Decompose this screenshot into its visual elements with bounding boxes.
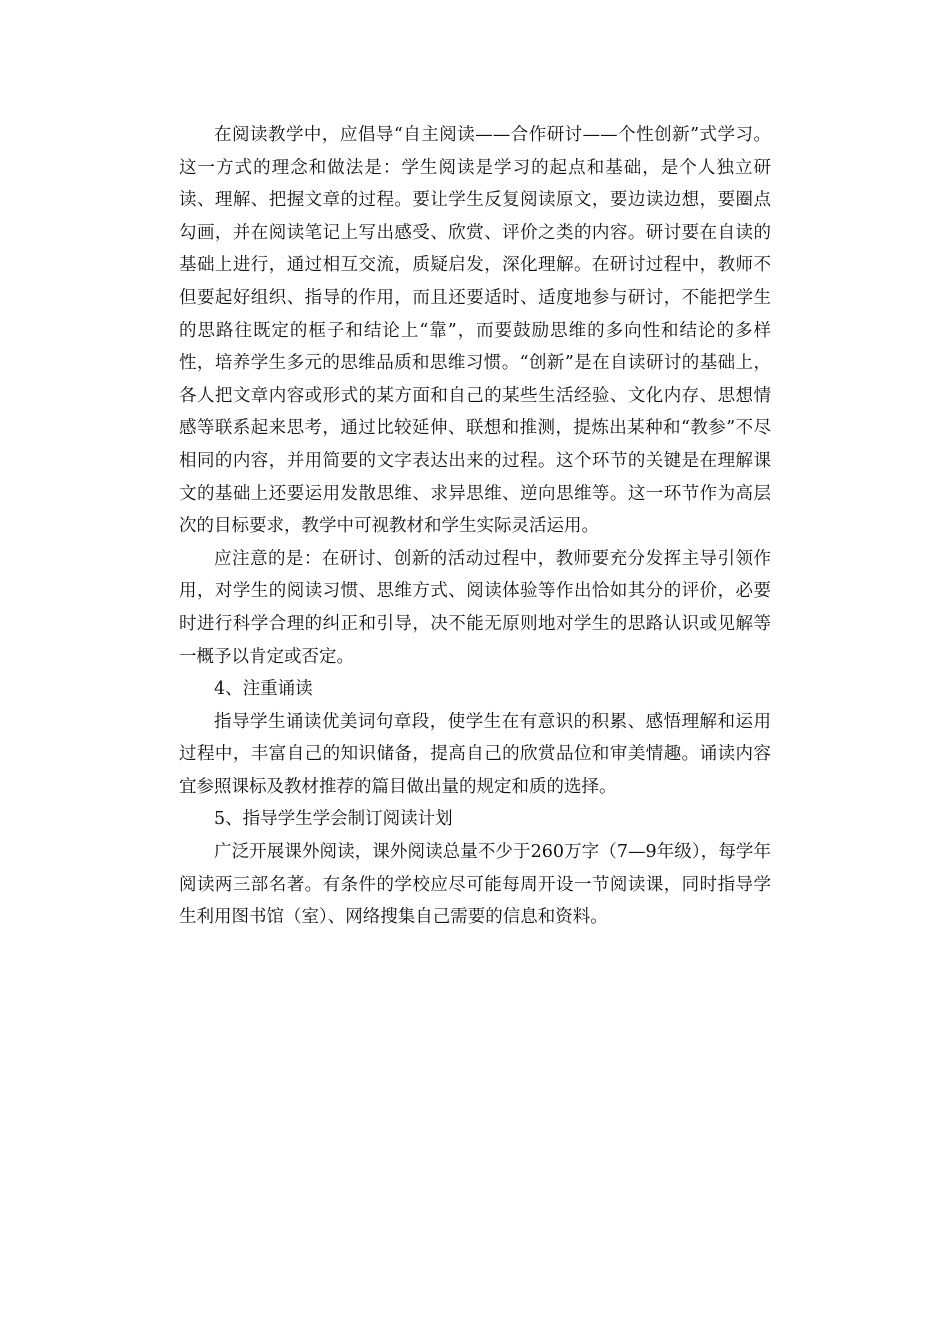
paragraph-reading-teaching: 在阅读教学中，应倡导“自主阅读——合作研讨——个性创新”式学习。这一方式的理念和做法是：学生阅读是学习的起点和基础，是个人独立研读、理解、把握文章的过程。要让学生反复阅读原文，要边读边想，要圈点勾画，并在阅读笔记上写出感受、欣赏、评价之类的内容。研讨要在自读的基础上进行，通过相互交流，质疑启发，深化理解。在研讨过程中，教师不但要起好组织、指导的作用，而且还要适时、适度地参与研讨，不能把学生的思路往既定的框子和结论上“靠”，而要鼓励思维的多向性和结论的多样性，培养学生多元的思维品质和思维习惯。“创新”是在自读研讨的基础上，各人把文章内容或形式的某方面和自己的某些生活经验、文化内存、思想情感等联系起来思考，通过比较延伸、联想和推测，提炼出某种和“教参”不尽相同的内容，并用简要的文字表达出来的过程。这个环节的关键是在理解课文的基础上还要运用发散思维、求异思维、逆向思维等。这一环节作为高层次的目标要求，教学中可视教材和学生实际灵活运用。 — [179, 125, 771, 537]
heading-reading-plan: 5、指导学生学会制订阅读计划 — [214, 809, 453, 830]
paragraph-recitation: 指导学生诵读优美词句章段，使学生在有意识的积累、感悟理解和运用过程中，丰富自己的知识储备，提高自己的欣赏品位和审美情趣。诵读内容宜参照课标及教材推荐的篇目做出量的规定和质的选择。 — [179, 711, 771, 797]
document-body — [179, 119, 771, 934]
heading-recitation: 4、注重诵读 — [214, 679, 313, 700]
paragraph-attention: 应注意的是：在研讨、创新的活动过程中，教师要充分发挥主导引领作用，对学生的阅读习惯、思维方式、阅读体验等作出恰如其分的评价，必要时进行科学合理的纠正和引导，决不能无原则地对学生的思路认识或见解等一概予以肯定或否定。 — [179, 548, 771, 667]
paragraph-reading-plan: 广泛开展课外阅读，课外阅读总量不少于260万字（7—9年级），每学年阅读两三部名著。有条件的学校应尽可能每周开设一节阅读课，同时指导学生利用图书馆（室）、网络搜集自己需要的信息和资料。 — [179, 842, 771, 928]
